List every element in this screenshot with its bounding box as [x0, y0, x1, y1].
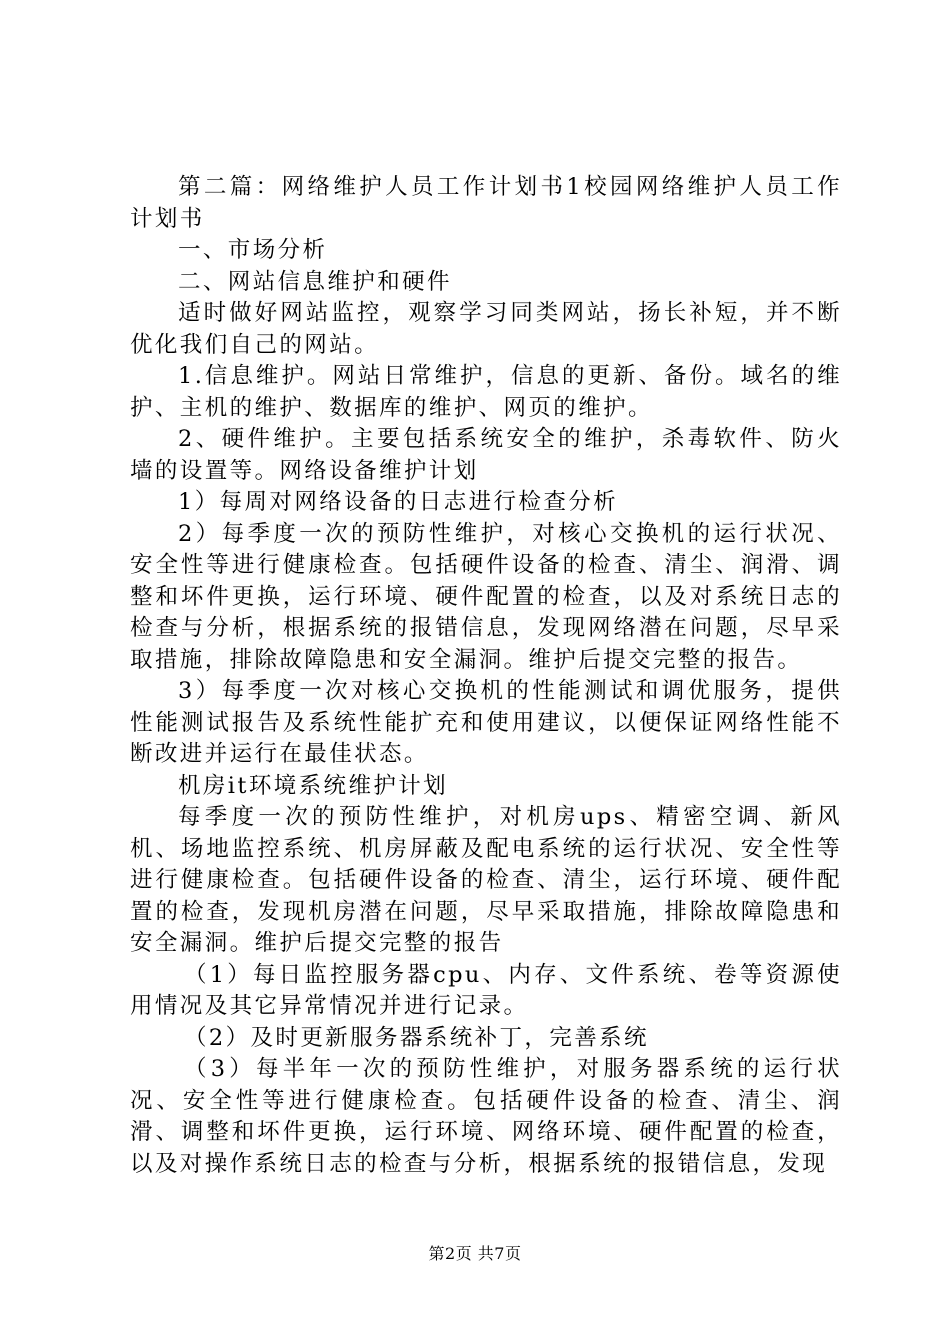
- section-title: 第二篇：网络维护人员工作计划书1校园网络维护人员工作计划书: [130, 174, 842, 232]
- list-item: （3）每半年一次的预防性维护，对服务器系统的运行状况、安全性等进行健康检查。包括硬件设备的检查、清尘、润滑、调整和坏件更换，运行环境、网络环境、硬件配置的检查，以及对操作系统日志的检查与分析，根据系统的报错信息，发现: [130, 1056, 842, 1177]
- list-item: （2）及时更新服务器系统补丁，完善系统: [184, 1024, 649, 1051]
- paragraph: 1.信息维护。网站日常维护，信息的更新、备份。域名的维护、主机的维护、数据库的维护、网页的维护。: [130, 363, 842, 421]
- paragraph: 每季度一次的预防性维护，对机房ups、精密空调、新风机、场地监控系统、机房屏蔽及配电系统的运行状况、安全性等进行健康检查。包括硬件设备的检查、清尘，运行环境、硬件配置的检查，发现机房潜在问题，尽早采取措施，排除故障隐患和安全漏洞。维护后提交完整的报告: [130, 804, 842, 956]
- page-number: 第2页 共7页: [428, 1244, 522, 1263]
- list-item: 1）每周对网络设备的日志进行检查分析: [178, 489, 619, 515]
- heading-market-analysis: 一、市场分析: [178, 237, 328, 263]
- document-body: [130, 172, 842, 1180]
- list-item: 2）每季度一次的预防性维护，对核心交换机的运行状况、安全性等进行健康检查。包括硬件设备的检查、清尘、润滑、调整和坏件更换，运行环境、硬件配置的检查，以及对系统日志的检查与分析，根据系统的报错信息，发现网络潜在问题，尽早采取措施，排除故障隐患和安全漏洞。维护后提交完整的报告。: [130, 520, 842, 673]
- list-item: （1）每日监控服务器cpu、内存、文件系统、卷等资源使用情况及其它异常情况并进行记录。: [130, 961, 842, 1019]
- heading-server-room-plan: 机房it环境系统维护计划: [178, 772, 449, 799]
- paragraph: 2、硬件维护。主要包括系统安全的维护，杀毒软件、防火墙的设置等。网络设备维护计划: [130, 426, 842, 484]
- heading-website-maintenance: 二、网站信息维护和硬件: [178, 268, 452, 295]
- list-item: 3）每季度一次对核心交换机的性能测试和调优服务，提供性能测试报告及系统性能扩充和使用建议，以便保证网络性能不断改进并运行在最佳状态。: [130, 678, 842, 767]
- paragraph: 适时做好网站监控，观察学习同类网站，扬长补短，并不断优化我们自己的网站。: [130, 300, 842, 358]
